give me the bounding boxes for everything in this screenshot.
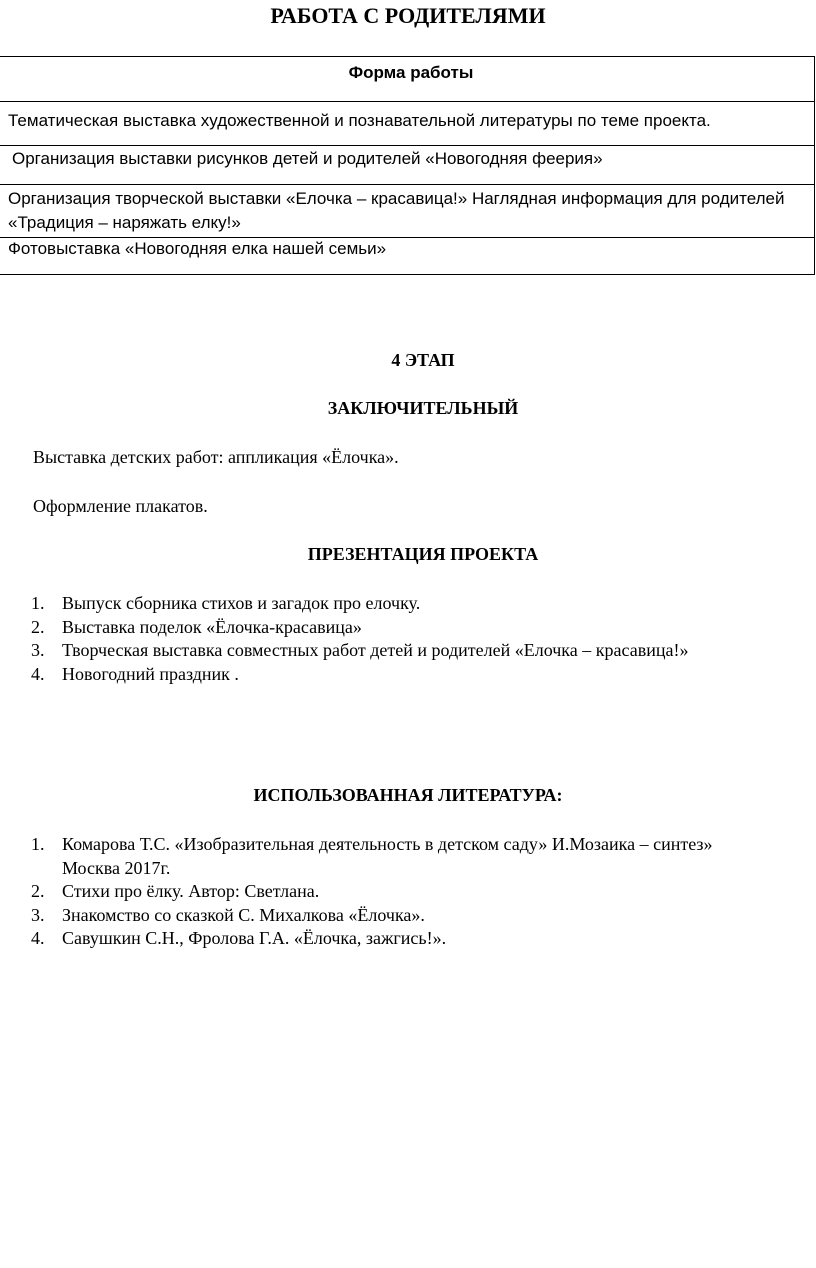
table-cell: Фотовыставка «Новогодняя елка нашей семьи» <box>0 238 815 275</box>
list-item <box>31 880 771 904</box>
table-cell: Организация творческой выставки «Елочка – красавица!» Наглядная информация для родителей «Традиция – наряжать елку!» <box>0 185 815 238</box>
list-item-text: Выставка поделок «Ёлочка-красавица» <box>62 616 362 637</box>
stage-paragraph: Выставка детских работ: аппликация «Ёлочка». <box>33 447 399 467</box>
table-cell-text: Организация выставки рисунков детей и родителей «Новогодняя феерия» <box>12 149 603 168</box>
list-item <box>31 833 771 880</box>
list-item-number: 1. <box>31 593 45 613</box>
list-item <box>31 592 791 616</box>
presentation-heading: ПРЕЗЕНТАЦИЯ ПРОЕКТА <box>307 544 539 564</box>
list-item-text: Комарова Т.С. «Изобразительная деятельность в детском саду» И.Мозаика – синтез» Москва 2017г. <box>62 834 713 878</box>
page-title: РАБОТА С РОДИТЕЛЯМИ <box>270 3 546 28</box>
presentation-list <box>31 592 791 686</box>
list-item <box>31 927 771 951</box>
stage-number-heading: 4 ЭТАП <box>391 350 455 370</box>
list-item-number: 3. <box>31 640 45 660</box>
list-item-number: 1. <box>31 834 45 854</box>
list-item-text: Стихи про ёлку. Автор: Светлана. <box>62 881 320 901</box>
table-row <box>0 146 815 185</box>
table-cell <box>0 146 815 185</box>
stage-paragraph: Оформление плакатов. <box>33 496 208 516</box>
list-item-text: Новогодний праздник . <box>62 663 239 684</box>
list-item-text: Савушкин С.Н., Фролова Г.А. «Ёлочка, зажгись!». <box>62 928 447 948</box>
list-item-number: 4. <box>31 663 45 684</box>
list-item-number: 4. <box>31 928 45 948</box>
list-item-text: Выпуск сборника стихов и загадок про елочку. <box>62 593 421 613</box>
table-row <box>0 238 815 275</box>
list-item-number: 2. <box>31 616 45 637</box>
literature-list <box>31 833 771 951</box>
literature-heading: ИСПОЛЬЗОВАННАЯ ЛИТЕРАТУРА: <box>253 785 563 805</box>
table-cell: Тематическая выставка художественной и познавательной литературы по теме проекта. <box>0 102 815 146</box>
list-item-number: 3. <box>31 904 45 925</box>
work-forms-table <box>0 56 815 275</box>
list-item <box>31 616 791 640</box>
table-row <box>0 185 815 238</box>
table-header-row <box>0 57 815 102</box>
list-item <box>31 639 791 663</box>
list-item-text: Знакомство со сказкой С. Михалкова «Ёлочка». <box>62 904 425 925</box>
list-item-number: 2. <box>31 881 45 901</box>
table-row <box>0 102 815 146</box>
stage-name-heading: ЗАКЛЮЧИТЕЛЬНЫЙ <box>327 398 519 418</box>
list-item-text: Творческая выставка совместных работ детей и родителей «Елочка – красавица!» <box>62 640 689 660</box>
table-header-cell: Форма работы <box>0 57 815 102</box>
list-item <box>31 663 791 687</box>
list-item <box>31 904 771 928</box>
